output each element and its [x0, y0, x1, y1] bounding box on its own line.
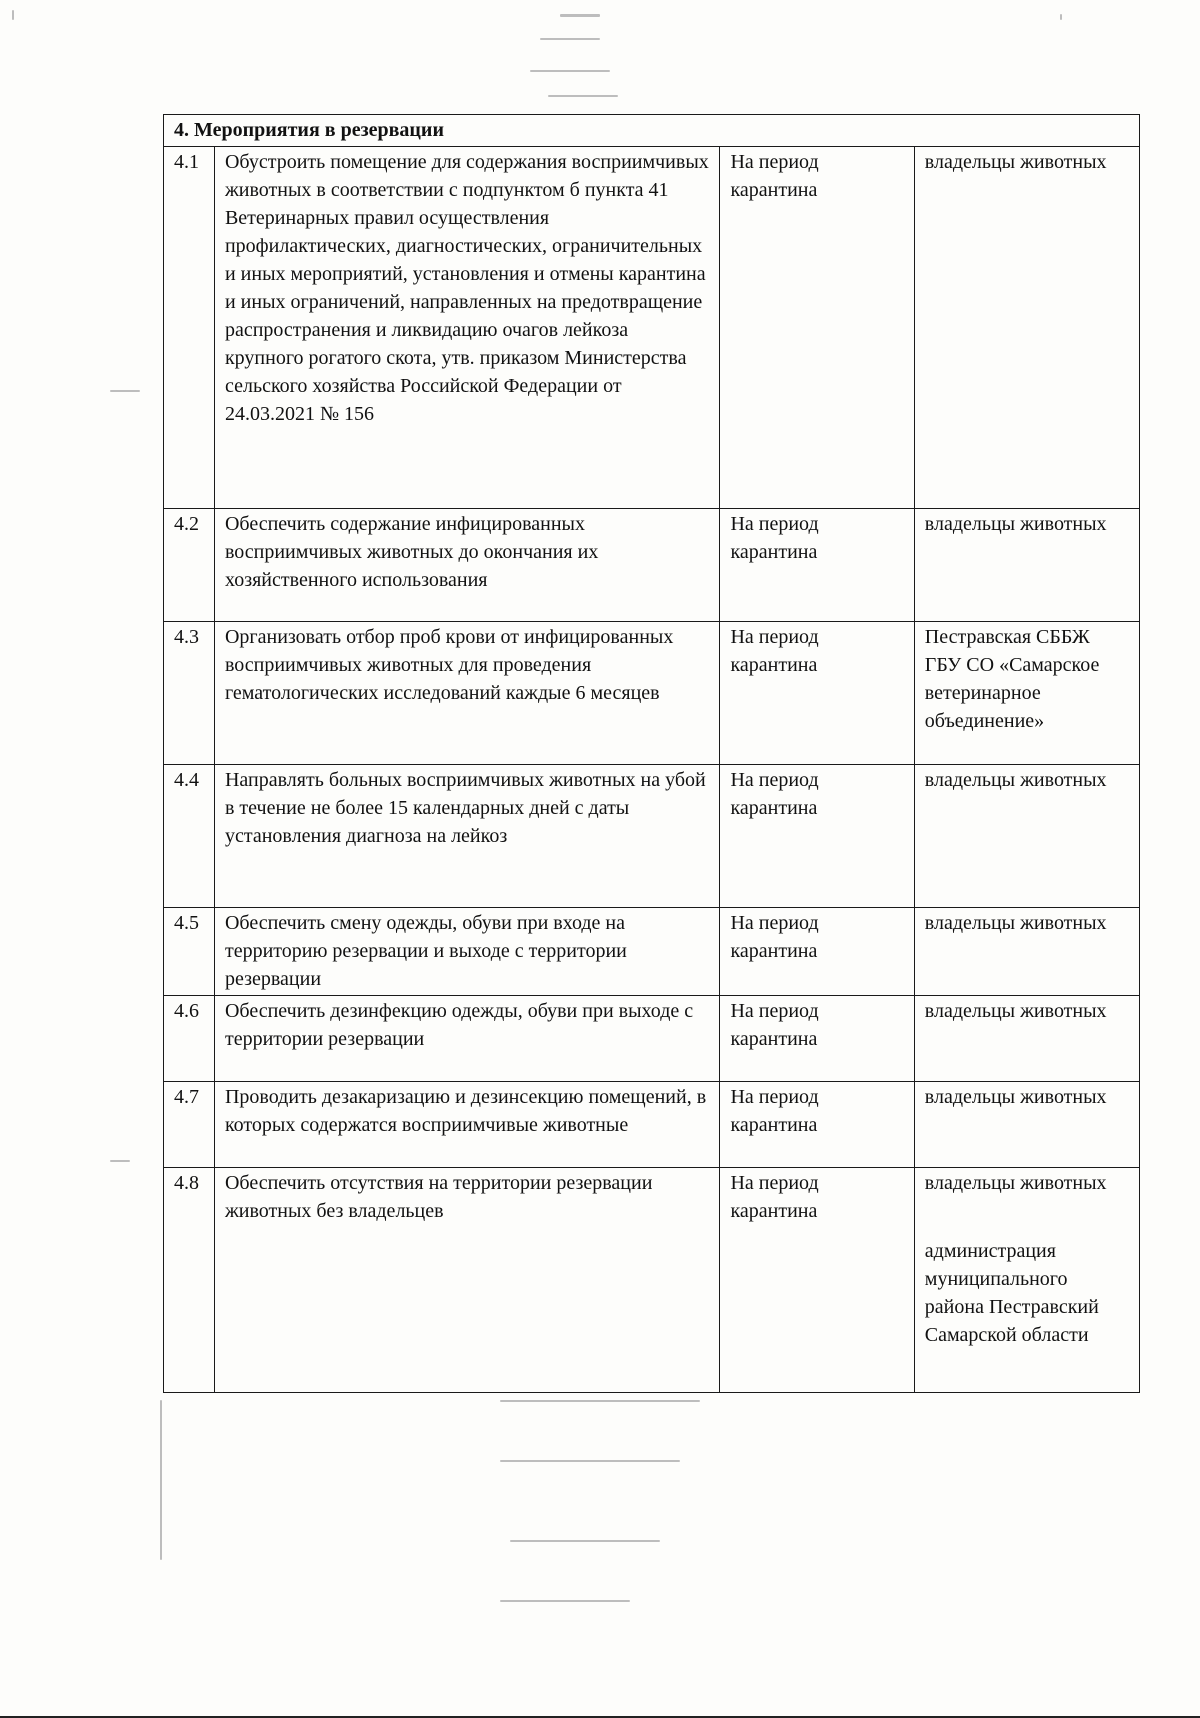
row-responsible: владельцы животных — [914, 996, 1139, 1082]
row-responsible: владельцы животных — [914, 908, 1139, 996]
scan-artifact — [12, 10, 14, 20]
measures-table — [163, 114, 1140, 1393]
table-row — [164, 1082, 1140, 1168]
scan-artifact — [510, 1540, 660, 1542]
row-responsible: владельцы животных — [924, 1172, 1107, 1194]
row-term: На период карантина — [720, 622, 914, 765]
row-number: 4.2 — [164, 509, 215, 622]
row-responsible: владельцы животных — [914, 765, 1139, 908]
spacer — [925, 1197, 1131, 1237]
row-term: На период карантина — [720, 1082, 914, 1168]
scan-artifact — [548, 95, 618, 97]
row-action: Проводить дезакаризацию и дезинсекцию помещений, в которых содержатся восприимчивые животные — [214, 1082, 719, 1168]
row-responsible: владельцы животных — [914, 509, 1139, 622]
scan-artifact — [500, 1400, 700, 1402]
table-row — [164, 996, 1140, 1082]
scan-artifact — [500, 1600, 630, 1602]
row-action: Обеспечить смену одежды, обуви при входе на территорию резервации и выходе с территории резервации — [214, 908, 719, 996]
row-number: 4.5 — [164, 908, 215, 996]
table-row — [164, 765, 1140, 908]
row-action: Обеспечить содержание инфицированных восприимчивых животных до окончания их хозяйственного использования — [214, 509, 719, 622]
row-responsible-cell — [914, 1168, 1139, 1393]
table-row — [164, 147, 1140, 509]
row-action: Обеспечить дезинфекцию одежды, обуви при выходе с территории резервации — [214, 996, 719, 1082]
row-action: Обеспечить отсутствия на территории резервации животных без владельцев — [214, 1168, 719, 1393]
row-term: На период карантина — [720, 509, 914, 622]
table-row — [164, 908, 1140, 996]
row-responsible: владельцы животных — [914, 147, 1139, 509]
row-number: 4.7 — [164, 1082, 215, 1168]
scan-artifact — [110, 1160, 130, 1162]
row-number: 4.3 — [164, 622, 215, 765]
row-term: На период карантина — [720, 765, 914, 908]
row-responsible-extra: администрация муниципального района Пестравский Самарской области — [924, 1240, 1099, 1346]
scan-artifact — [1060, 14, 1062, 20]
row-action: Организовать отбор проб крови от инфицированных восприимчивых животных для проведения гематологических исследований каждые 6 месяцев — [214, 622, 719, 765]
scan-artifact — [560, 14, 600, 17]
row-responsible: владельцы животных — [914, 1082, 1139, 1168]
row-number: 4.6 — [164, 996, 215, 1082]
scan-artifact — [540, 38, 600, 40]
table-row — [164, 622, 1140, 765]
scan-artifact — [160, 1400, 162, 1560]
row-number: 4.4 — [164, 765, 215, 908]
row-term: На период карантина — [720, 908, 914, 996]
row-term: На период карантина — [720, 996, 914, 1082]
section-header-row — [164, 115, 1140, 147]
section-title: 4. Мероприятия в резервации — [164, 115, 1140, 147]
table-row — [164, 1168, 1140, 1393]
scan-artifact — [500, 1460, 680, 1462]
row-number: 4.8 — [164, 1168, 215, 1393]
table-row — [164, 509, 1140, 622]
row-number: 4.1 — [164, 147, 215, 509]
scan-artifact — [530, 70, 610, 72]
row-action: Направлять больных восприимчивых животных на убой в течение не более 15 календарных дней с даты установления диагноза на лейкоз — [214, 765, 719, 908]
row-term: На период карантина — [720, 147, 914, 509]
row-responsible: Пестравская СББЖ ГБУ СО «Самарское ветеринарное объединение» — [914, 622, 1139, 765]
scan-artifact — [110, 390, 140, 392]
row-action: Обустроить помещение для содержания восприимчивых животных в соответствии с подпунктом б пункта 41 Ветеринарных правил осуществления профилактических, диагностических, ограничительных и иных мероприятий, установления и отмены карантина и иных ограничений, направленных на предотвращение распространения и ликвидацию очагов лейкоза крупного рогатого скота, утв. приказом Министерства сельского хозяйства Российской Федерации от 24.03.2021 № 156 — [214, 147, 719, 509]
row-term: На период карантина — [720, 1168, 914, 1393]
